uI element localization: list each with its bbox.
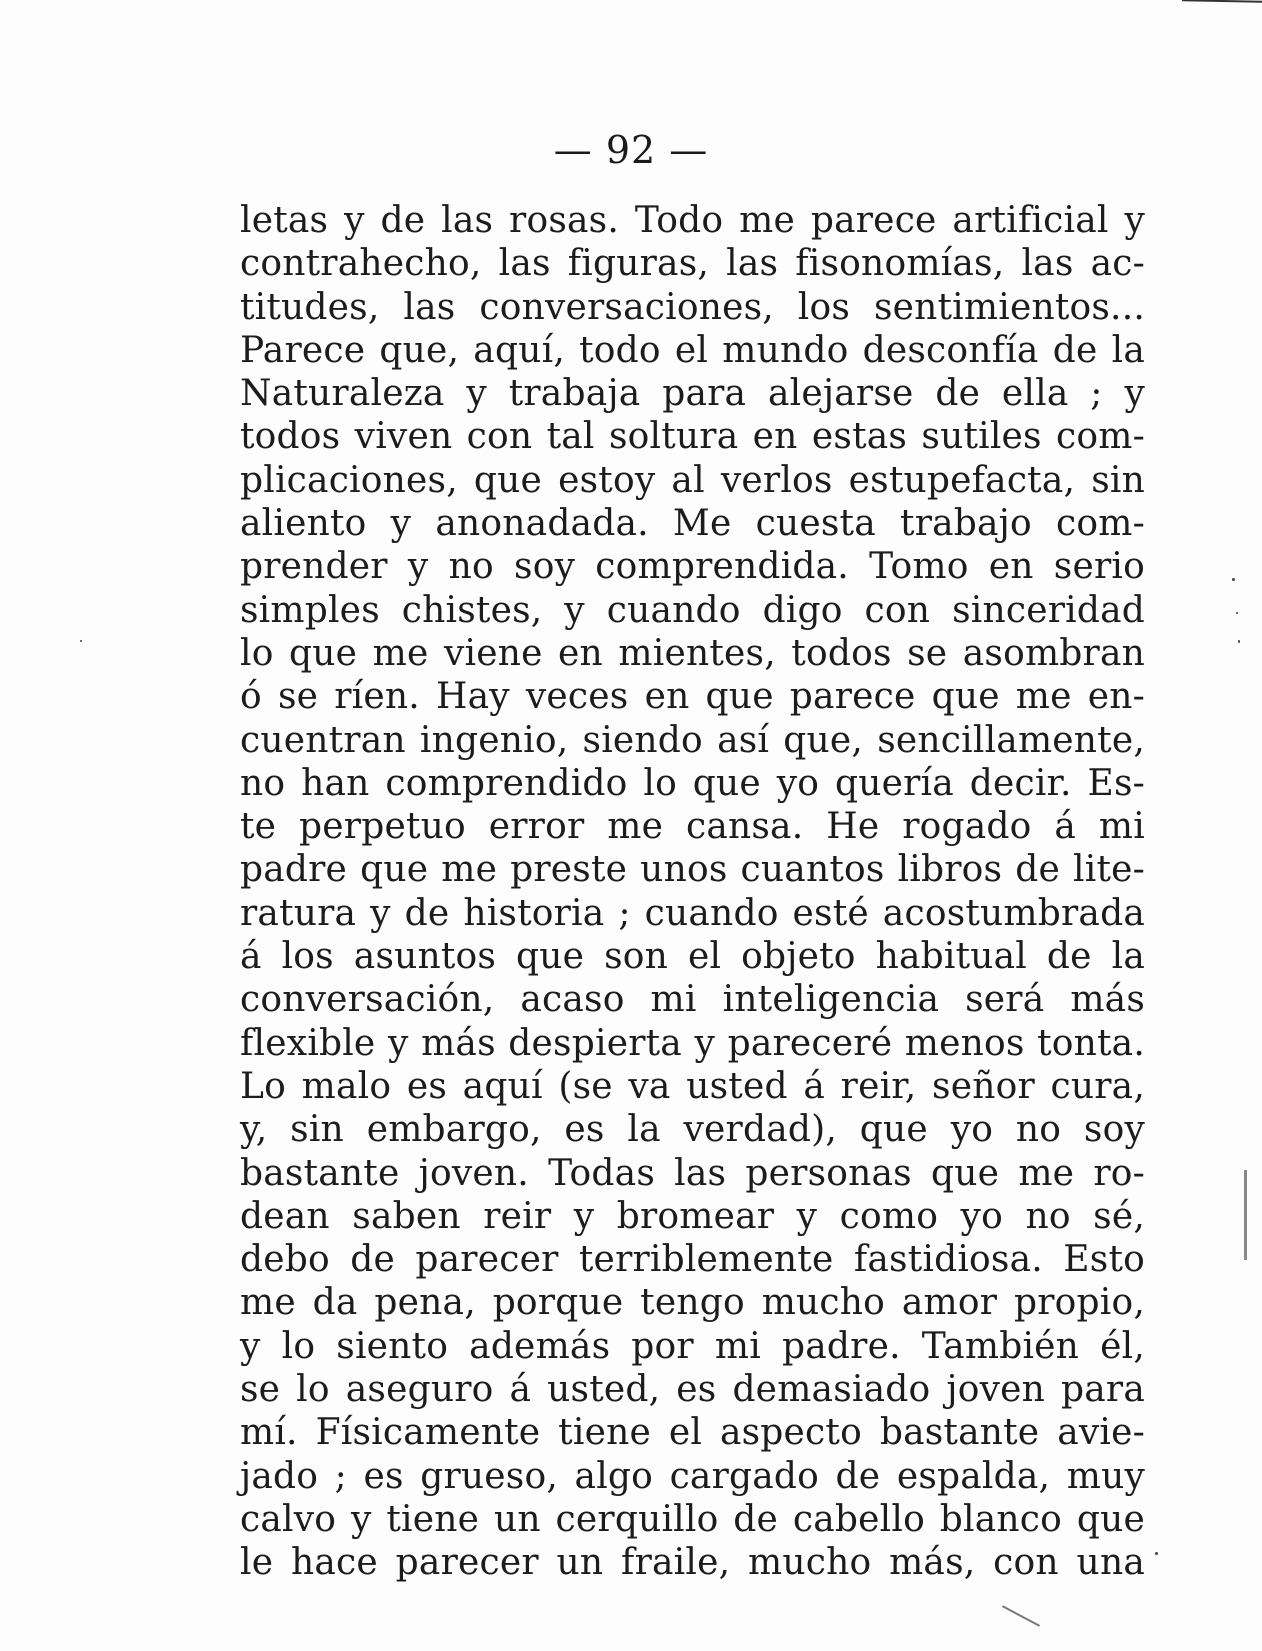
text-line: lo que me viene en mientes, todos se asombran: [240, 632, 1145, 674]
scan-speck: [1232, 578, 1235, 581]
text-line: mí. Físicamente tiene el aspecto bastante avie-: [240, 1412, 1145, 1454]
text-line: cuentran ingenio, siendo así que, sencillamente,: [240, 719, 1145, 761]
scan-edge-mark: [1182, 0, 1262, 9]
text-line: todos viven con tal soltura en estas sutiles com-: [240, 416, 1145, 458]
text-line: jado ; es grueso, algo cargado de espalda, muy: [240, 1455, 1145, 1497]
text-line: me da pena, porque tengo mucho amor propio,: [240, 1282, 1145, 1324]
text-line: Lo malo es aquí (se va usted á reir, señor cura,: [240, 1065, 1145, 1107]
text-line: se lo aseguro á usted, es demasiado joven para: [240, 1369, 1145, 1411]
text-line: te perpetuo error me cansa. He rogado á mi: [240, 806, 1145, 848]
text-line: aliento y anonadada. Me cuesta trabajo com-: [240, 503, 1145, 545]
scan-corner-mark: [1002, 1605, 1040, 1626]
text-line: no han comprendido lo que yo quería decir. Es-: [240, 762, 1145, 804]
text-line: ratura y de historia ; cuando esté acostumbrada: [240, 892, 1145, 934]
text-line: bastante joven. Todas las personas que me ro-: [240, 1152, 1145, 1194]
text-line: prender y no soy comprendida. Tomo en serio: [240, 546, 1145, 588]
text-line: plicaciones, que estoy al verlos estupefacta, sin: [240, 459, 1145, 501]
text-line: á los asuntos que son el objeto habitual de la: [240, 936, 1145, 978]
text-line: le hace parecer un fraile, mucho más, con una: [240, 1542, 1145, 1584]
text-line: Parece que, aquí, todo el mundo desconfía de la: [240, 329, 1145, 371]
page-number: — 92 —: [553, 128, 709, 172]
text-line: y lo siento además por mi padre. También él,: [240, 1325, 1145, 1367]
text-line: padre que me preste unos cuantos libros de lite-: [240, 849, 1145, 891]
scan-edge-smudge: [1244, 1170, 1247, 1260]
scan-speck: [1155, 1552, 1158, 1555]
text-line: dean saben reir y bromear y como yo no sé,: [240, 1195, 1145, 1237]
text-line: simples chistes, y cuando digo con sinceridad: [240, 589, 1145, 631]
scan-speck: [1236, 612, 1238, 614]
text-line: ó se ríen. Hay veces en que parece que me en-: [240, 676, 1145, 718]
text-line: contrahecho, las figuras, las fisonomías, las ac-: [240, 243, 1145, 285]
body-text: [240, 199, 1145, 1585]
text-line: flexible y más despierta y pareceré menos tonta.: [240, 1022, 1145, 1064]
text-line: y, sin embargo, es la verdad), que yo no soy: [240, 1109, 1145, 1151]
text-line: conversación, acaso mi inteligencia será más: [240, 979, 1145, 1021]
text-line: letas y de las rosas. Todo me parece artificial y: [240, 200, 1145, 241]
text-line: debo de parecer terriblemente fastidiosa. Esto: [240, 1239, 1145, 1281]
scan-speck: [1238, 640, 1240, 643]
text-line: titudes, las conversaciones, los sentimientos...: [240, 286, 1145, 328]
text-line: Naturaleza y trabaja para alejarse de ella ; y: [240, 373, 1145, 415]
text-line: calvo y tiene un cerquillo de cabello blanco que: [240, 1498, 1145, 1540]
scan-speck: [80, 640, 82, 642]
